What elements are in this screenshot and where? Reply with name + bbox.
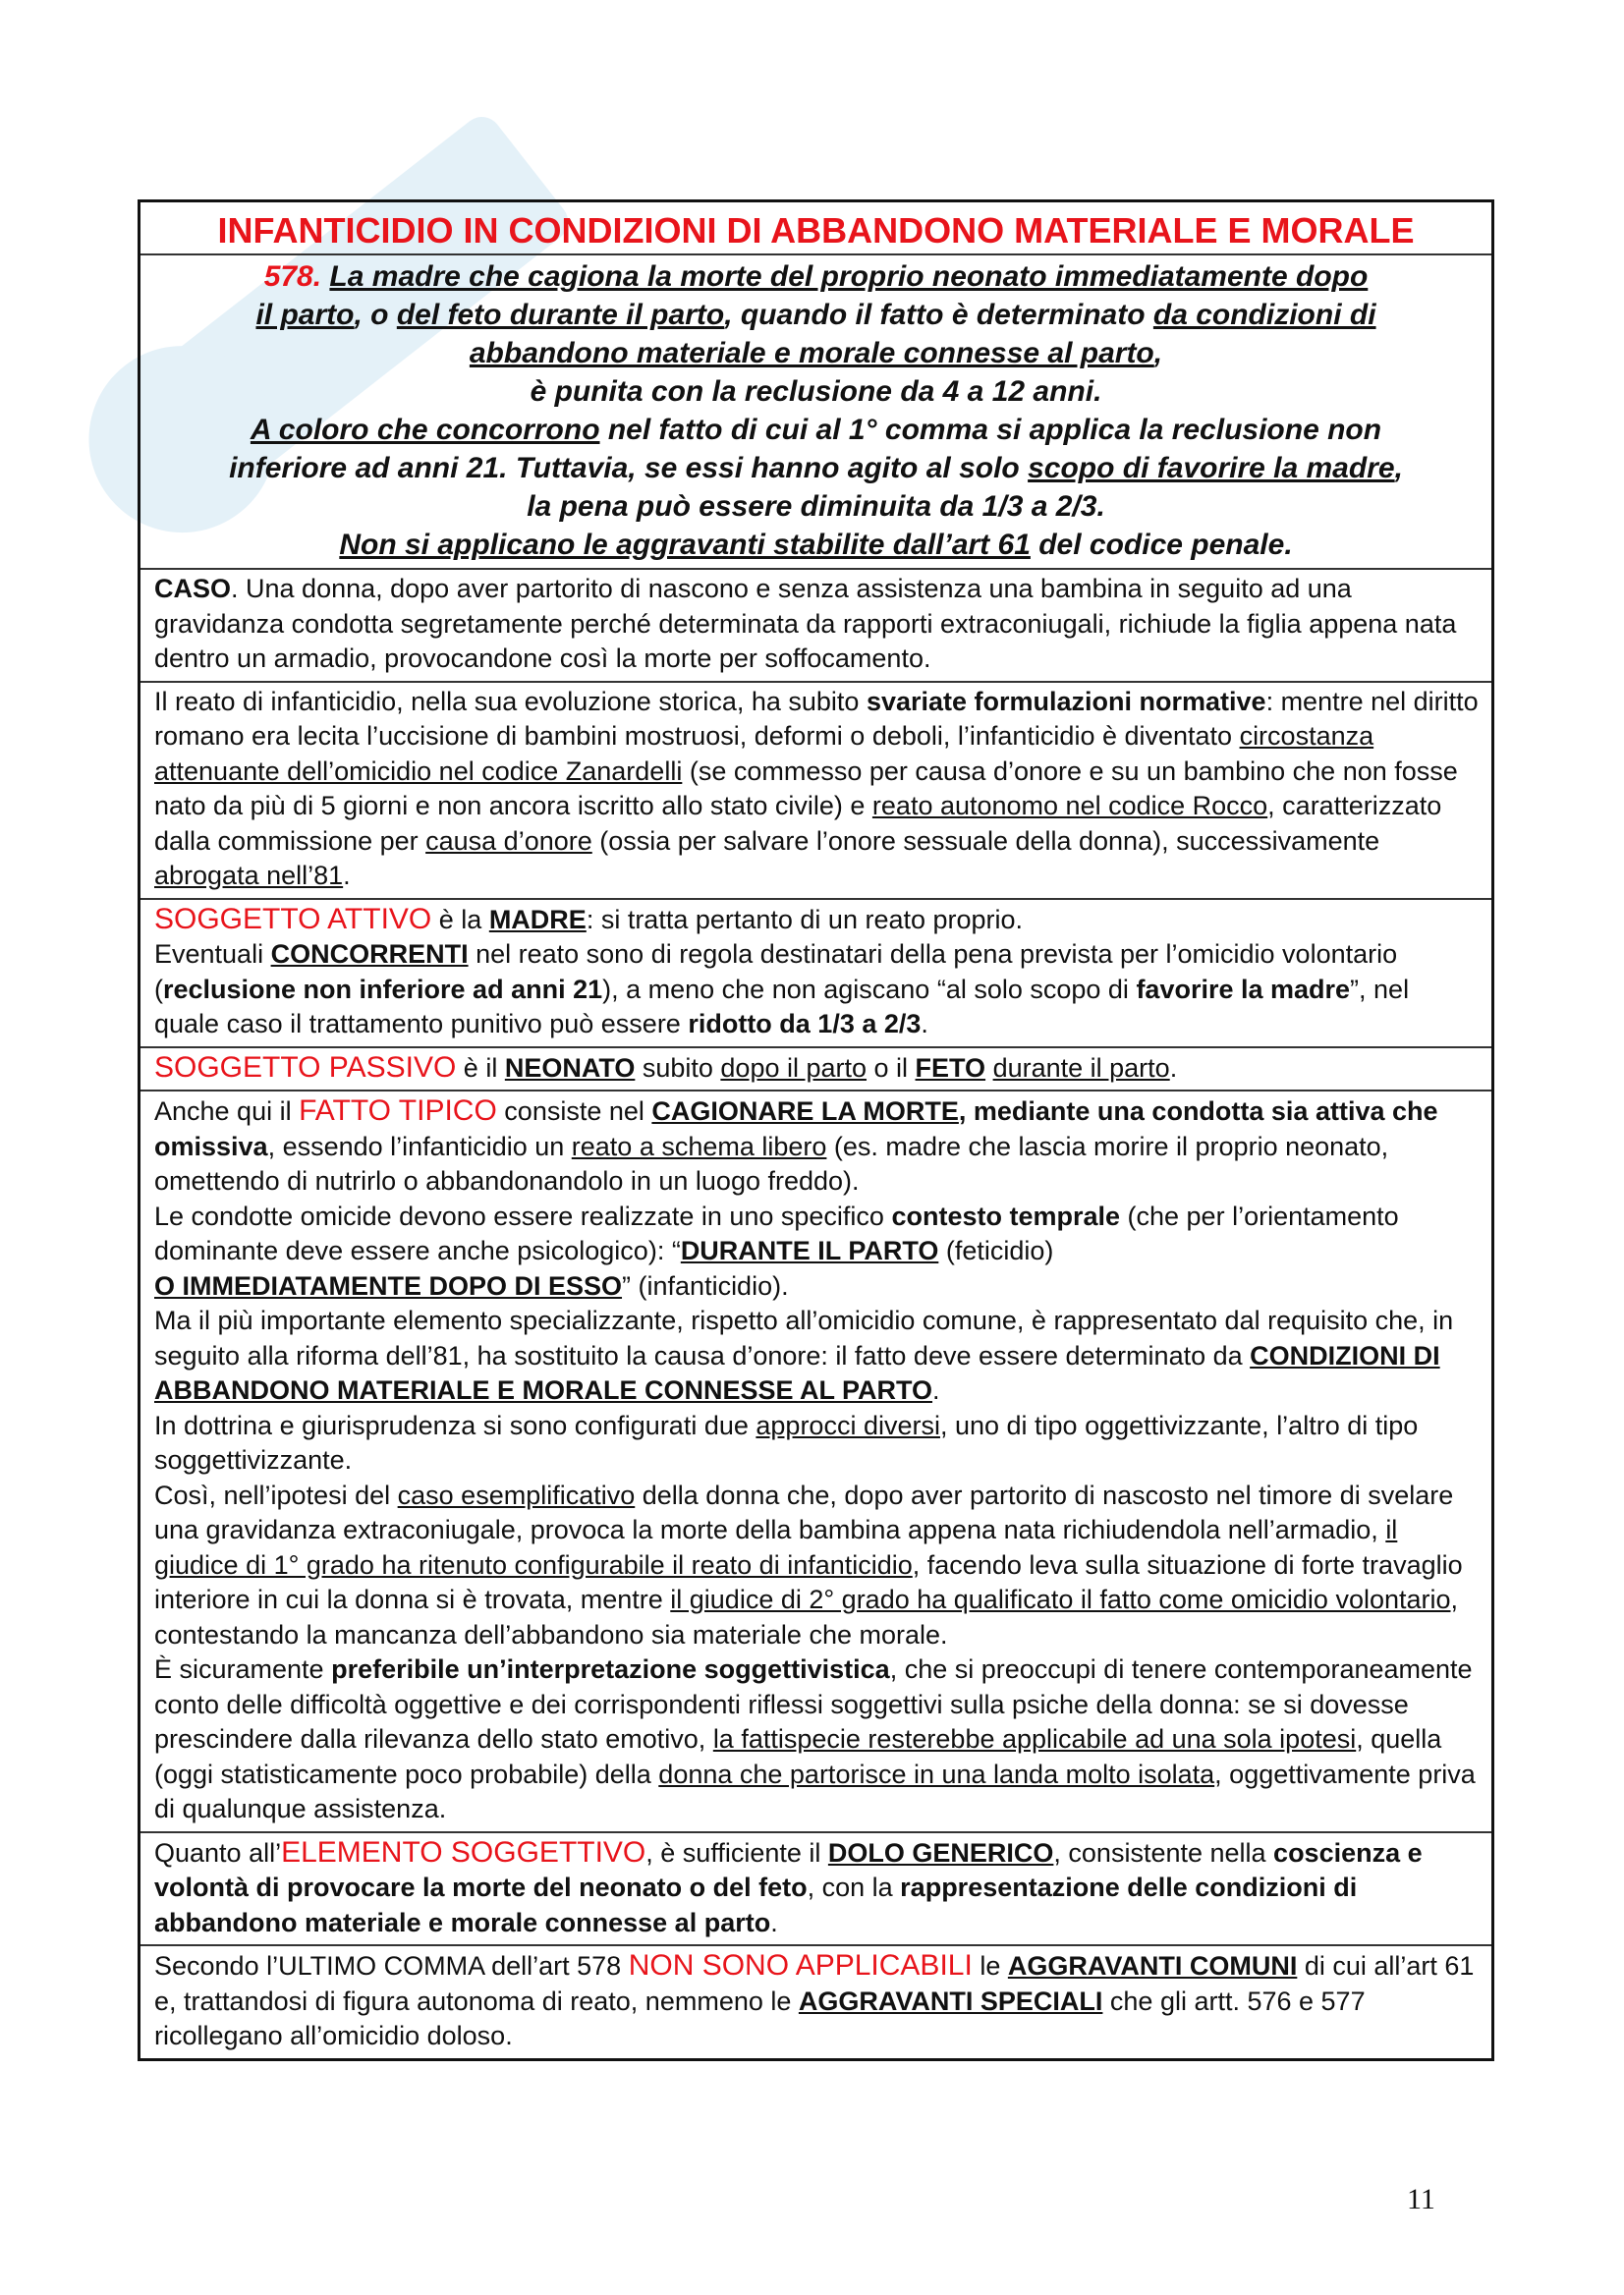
active-subject-section: SOGGETTO ATTIVO è la MADRE: si tratta pertanto di un reato proprio. Eventuali CONCORRENTI nel reato sono di regola destinatari della pena prevista per l’omicidio volontario (reclusione non inferiore ad anni 21), a meno che non agiscano “al solo scopo di favorire la madre”, nel quale caso il trattamento punitivo può essere ridotto da 1/3 a 2/3.: [140, 900, 1491, 1048]
typical-fact-section: Anche qui il FATTO TIPICO consiste nel CAGIONARE LA MORTE, mediante una condotta sia attiva che omissiva, essendo l’infanticidio un reato a schema libero (es. madre che lascia morire il proprio neonato, omettendo di nutrirlo o abbandonandolo in un luogo freddo). Le condotte omicide devono essere realizzate in uno specifico contesto temprale (che per l’orientamento dominante deve essere anche psicologico): “DURANTE IL PARTO (feticidio) O IMMEDIATAMENTE DOPO DI ESSO” (infanticidio). Ma il più importante elemento specializzante, rispetto all’omicidio comune, è rappresentato dal requisito che, in seguito alla riforma dell’81, ha sostituito la causa d’onore: il fatto deve essere determinato da CONDIZIONI DI ABBANDONO MATERIALE E MORALE CONNESSE AL PARTO. In dottrina e giurisprudenza si sono configurati due approcci diversi, uno di tipo oggettivizzante, l’altro di tipo soggettivizzante. Così, nell’ipotesi del caso esemplificativo della donna che, dopo aver partorito di nascosto nel timore di svelare una gravidanza extraconiugale, provoca la morte della bambina appena nata richiudendola nell’armadio, il giudice di 1° grado ha ritenuto configurabile il reato di infanticidio, facendo leva sulla situazione di forte travaglio interiore in cui la donna si è trovata, mentre il giudice di 2° grado ha qualificato il fatto come omicidio volontario, contestando la mancanza dell’abbandono sia materiale che morale. È sicuramente preferibile un’interpretazione soggettivistica, che si preoccupi di tenere contemporaneamente conto delle difficoltà oggettive e dei corrispondenti riflessi soggettivi sulla psiche della donna: se si dovesse prescindere dalla rilevanza dello stato emotivo, la fattispecie resterebbe applicabile ad una sola ipotesi, quella (oggi statisticamente poco probabile) della donna che partorisce in una landa molto isolata, oggettivamente priva di qualunque assistenza.: [140, 1092, 1491, 1833]
subjective-element-section: Quanto all’ELEMENTO SOGGETTIVO, è sufficiente il DOLO GENERICO, consistente nella coscienza e volontà di provocare la morte del neonato o del feto, con la rappresentazione delle condizioni di abbandono materiale e morale connesse al parto.: [140, 1833, 1491, 1947]
case-section: CASO. Una donna, dopo aver partorito di nascono e senza assistenza una bambina in seguito ad una gravidanza condotta segretamente perché determinata da rapporti extraconiugali, richiude la figlia appena nata dentro un armadio, provocandone così la morte per soffocamento.: [140, 568, 1491, 683]
article-text: 578. La madre che cagiona la morte del proprio neonato immediatamente dopo il parto, o del feto durante il parto, quando il fatto è determinato da condizioni di abbandono materiale e morale connesse al parto, è punita con la reclusione da 4 a 12 anni. A coloro che concorrono nel fatto di cui al 1° comma si applica la reclusione non inferiore ad anni 21. Tuttavia, se essi hanno agito al solo scopo di favorire la madre, la pena può essere diminuita da 1/3 a 2/3. Non si applicano le aggravanti stabilite dall’art 61 del codice penale.: [229, 260, 1403, 561]
page-number: 11: [1407, 2183, 1435, 2215]
page-title: INFANTICIDIO IN CONDIZIONI DI ABBANDONO MATERIALE E MORALE: [140, 202, 1491, 255]
passive-subject-section: SOGGETTO PASSIVO è il NEONATO subito dopo il parto o il FETO durante il parto.: [140, 1048, 1491, 1092]
document-frame: [138, 199, 1494, 2061]
last-comma-section: Secondo l’ULTIMO COMMA dell’art 578 NON SONO APPLICABILI le AGGRAVANTI COMUNI di cui all’art 61 e, trattandosi di figura autonoma di reato, nemmeno le AGGRAVANTI SPECIALI che gli artt. 576 e 577 ricollegano all’omicidio doloso.: [154, 1949, 1475, 2050]
history-section: Il reato di infanticidio, nella sua evoluzione storica, ha subito svariate formulazioni normative: mentre nel diritto romano era lecita l’uccisione di bambini mostruosi, deformi o deboli, l’infanticidio è diventato circostanza attenuante dell’omicidio nel codice Zanardelli (se commesso per causa d’onore e su un bambino che non fosse nato da più di 5 giorni e non ancora iscritto allo stato civile) e reato autonomo nel codice Rocco, caratterizzato dalla commissione per causa d’onore (ossia per salvare l’onore sessuale della donna), successivamente abrogata nell’81.: [140, 683, 1491, 900]
